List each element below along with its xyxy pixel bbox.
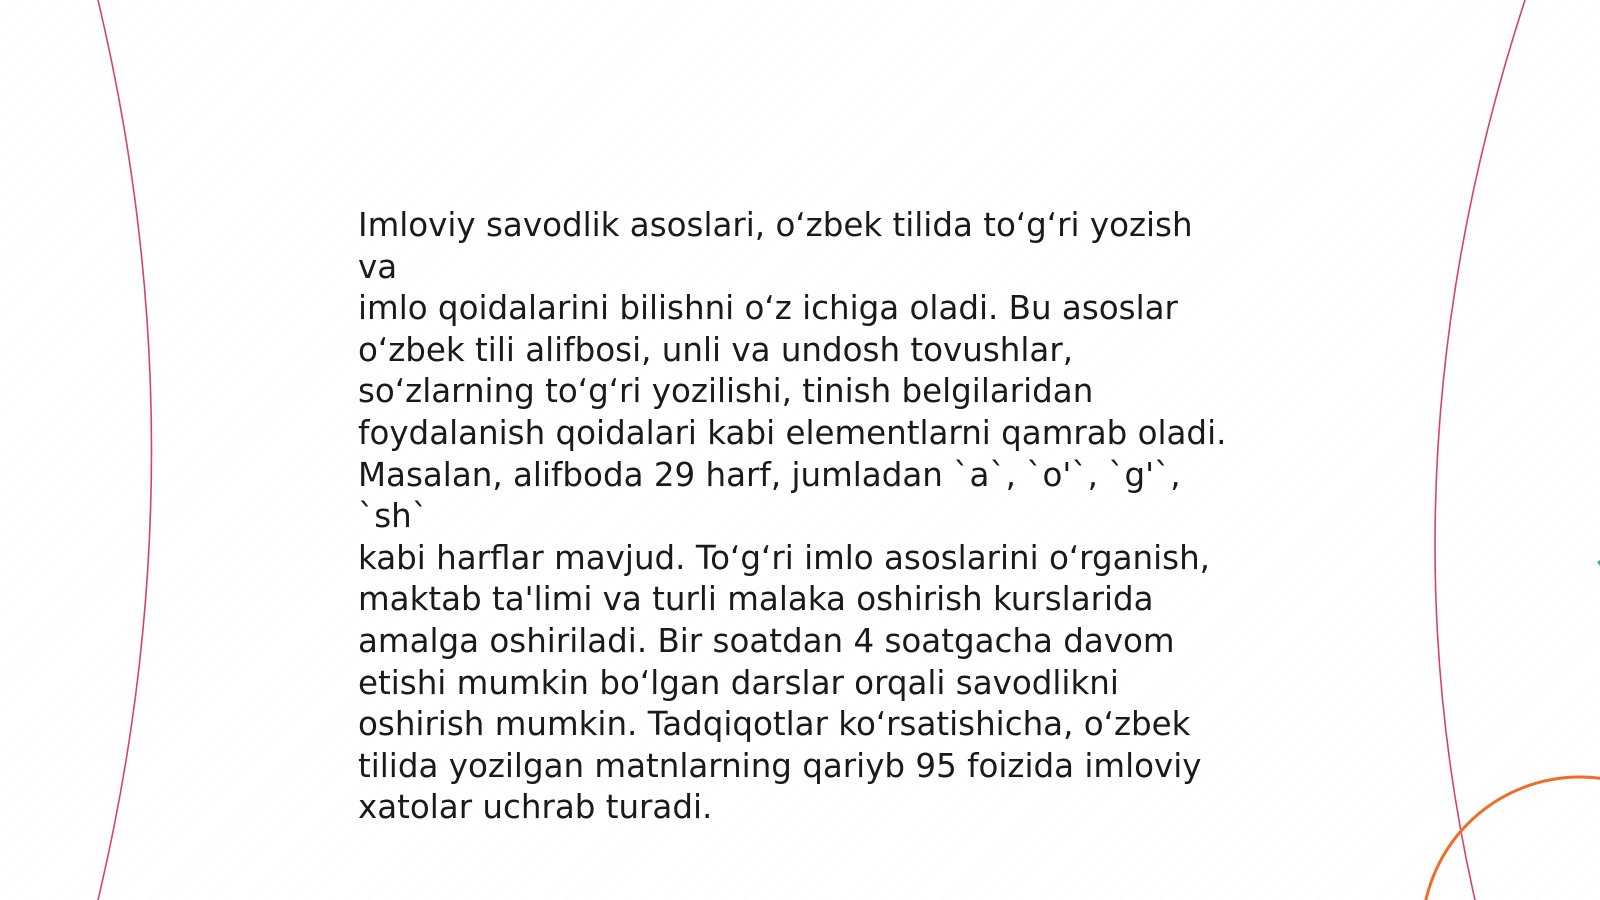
right-curve-decoration bbox=[1435, 0, 1525, 900]
corner-arc-decoration bbox=[1422, 777, 1600, 900]
slide-body-text: Imloviy savodlik asoslari, o‘zbek tilida to‘g‘ri yozish va imlo qoidalarini bilishni o‘z ichiga oladi. Bu asoslar o‘zbek tili alifbosi, unli va undosh tovushlar, so‘zlarning to‘g‘ri yozilishi, tinish belgilaridan foydalanish qoidalari kabi elementlarni qamrab oladi. Masalan, alifboda 29 harf, jumladan `a`, `o'`, `g'`, `sh` kabi harflar mavjud. To‘g‘ri imlo asoslarini o‘rganish, maktab ta'limi va turli malaka oshirish kurslarida amalga oshiriladi. Bir soatdan 4 soatgacha davom etishi mumkin bo‘lgan darslar orqali savodlikni oshirish mumkin. Tadqiqotlar ko‘rsatishicha, o‘zbek tilida yozilgan matnlarning qariyb 95 foizida imloviy xatolar uchrab turadi. bbox=[358, 206, 1227, 827]
left-curve-decoration bbox=[98, 0, 152, 900]
